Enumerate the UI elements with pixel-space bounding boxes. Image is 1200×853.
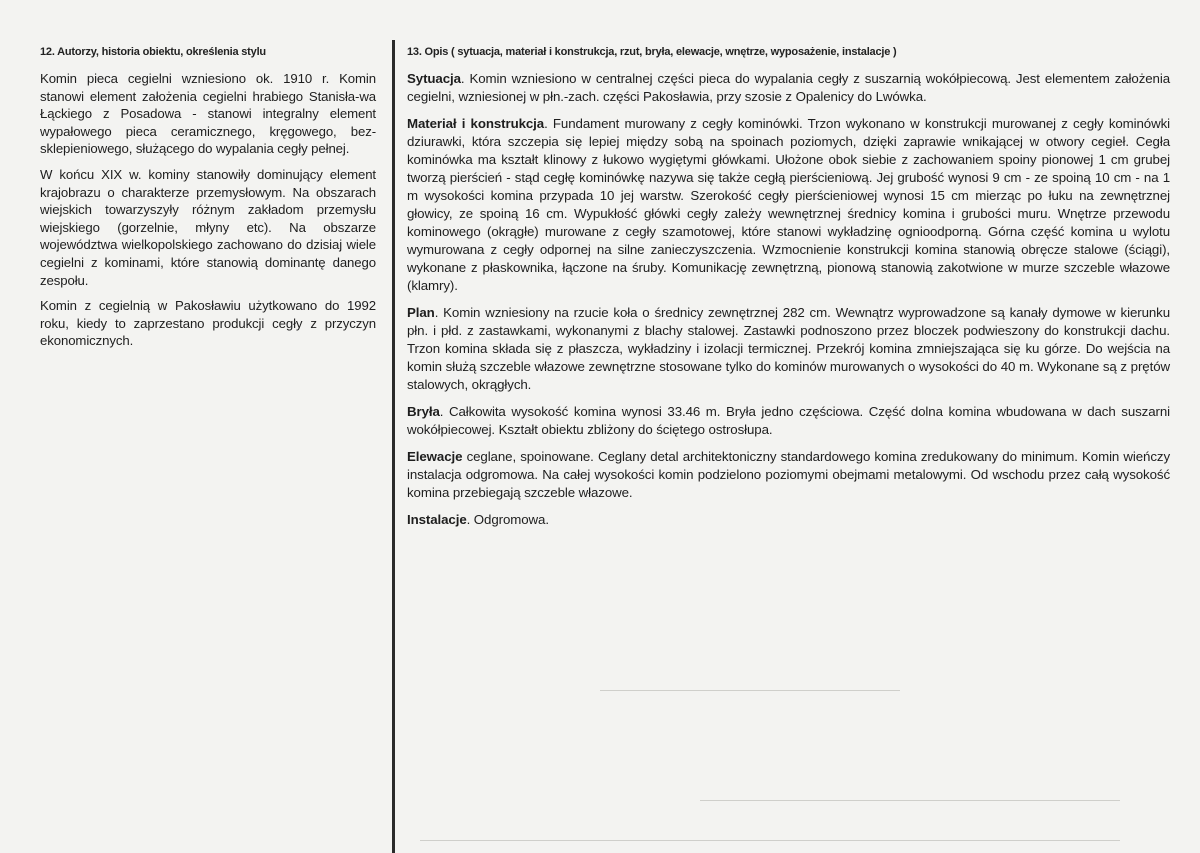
paragraph-text: . Komin wzniesiono w centralnej części pieca do wypalania cegły z suszarnią wokółpiecową. Jest elementem założenia cegielni, wzniesionej w płn.-zach. części Pakosławia, przy szosie z Opalenicy do Lwówka. [407, 71, 1170, 104]
scan-artifact [600, 690, 900, 691]
paragraph-lead: Elewacje [407, 449, 463, 464]
description-elevations [407, 448, 1170, 502]
paragraph-lead: Sytuacja [407, 71, 461, 86]
section-13-description [407, 46, 1170, 538]
section-13-heading: 13. Opis ( sytuacja, materiał i konstrukcja, rzut, bryła, elewacje, wnętrze, wyposażenie, instalacje ) [407, 46, 897, 58]
scan-artifact [420, 840, 1120, 841]
description-massing [407, 403, 1170, 439]
paragraph-text: . Odgromowa. [466, 512, 549, 527]
column-divider [392, 40, 395, 853]
description-installations [407, 511, 1170, 529]
paragraph-lead: Bryła [407, 404, 440, 419]
history-paragraph: Komin pieca cegielni wzniesiono ok. 1910 r. Komin stanowi element założenia cegielni hrabiego Stanisła-wa Łąckiego z Posadowa - stanowi integralny element wypałowego pieca ceramicznego, kręgowego, bez-sklepieniowego, służącego do wypalania cegły pełnej. [40, 71, 376, 157]
history-paragraph: Komin z cegielnią w Pakosławiu użytkowano do 1992 roku, kiedy to zaprzestano produkcji cegły z przyczyn ekonomicznych. [40, 298, 376, 349]
description-material [407, 115, 1170, 295]
paragraph-lead: Instalacje [407, 512, 467, 527]
paragraph-text: . Komin wzniesiony na rzucie koła o średnicy zewnętrznej 282 cm. Wewnątrz wyprowadzone są kanały dymowe w kierunku płn. i płd. z zastawkami, wykonanymi z blachy stalowej. Zastawki podnoszono przez bloczek podwieszony do konstrukcji dachu. Trzon komina składa się z płaszcza, wykładziny i izolacji termicznej. Przekrój komina zmniejszająca się ku górze. Do wejścia na komin służą szczeble włazowe zewnętrzne stosowane tylko do kominów murowanych o wysokości do 40 m. Wykonane są z prętów stalowych, okrągłych. [407, 305, 1170, 392]
description-situation [407, 70, 1170, 106]
paragraph-text: . Fundament murowany z cegły kominówki. Trzon wykonano w konstrukcji murowanej z cegły kominówki dziurawki, która szczepia się lepiej między sobą na spoinach poziomych, dzięki zaprawie wnikającej w otwory cegieł. Cegła kominówka ma kształt klinowy z łukowo wygiętymi główkami. Ułożone obok siebie z zachowaniem spoiny pionowej 1 cm grubej tworzą pierścień - stąd cegłę kominówkę nazywa się także cegłą pierścieniową. Jej grubość wynosi 9 cm - ze spoiną 10 cm - na 1 m wysokości komina przypada 10 jej warstw. Szerokość cegły pierścieniowej wynosi 15 cm mierząc po łuku na zewnętrznej głowicy, ze spoiną 16 cm. Wypukłość główki cegły zależy wewnętrznej średnicy komina i grubości muru. Wnętrze przewodu kominowego (okrągłe) murowane z cegły szamotowej, które stanowi wykładzinę ognioodporną. Górna część komina u wylotu wymurowana z cegły odpornej na silne zanieczyszczenia. Wzmocnienie konstrukcji komina stanowią obręcze stalowe (ściągi), wykonane z płaskownika, łączone na śruby. Komunikację zewnętrzną, pionową stanowią zakotwione w murze szczeble włazowe (klamry). [407, 116, 1170, 293]
description-plan [407, 304, 1170, 394]
paragraph-text: ceglane, spoinowane. Ceglany detal architektoniczny standardowego komina zredukowany do minimum. Komin wieńczy instalacja odgromowa. Na całej wysokości komin podzielono poziomymi obejmami metalowymi. Od wschodu przez całą wysokość komina przebiegają szczeble włazowe. [407, 449, 1170, 500]
section-12-history [40, 46, 376, 358]
paragraph-text: . Całkowita wysokość komina wynosi 33.46 m. Bryła jedno częściowa. Część dolna komina wbudowana w dach suszarni wokółpiecowej. Kształt obiektu zbliżony do ściętego ostrosłupa. [407, 404, 1170, 437]
paragraph-lead: Plan [407, 305, 435, 320]
scan-artifact [700, 800, 1120, 801]
section-12-heading: 12. Autorzy, historia obiektu, określenia stylu [40, 46, 266, 58]
paragraph-lead: Materiał i konstrukcja [407, 116, 545, 131]
history-paragraph: W końcu XIX w. kominy stanowiły dominujący element krajobrazu o charakterze przemysłowym. Na obszarach wiejskich towarzyszyły różnym zakładom przemysłu wiejskiego (gorzelnie, młyny etc). Na obszarze województwa wielkopolskiego zachowano do dzisiaj wiele cegielni z kominami, które stanowią dominantę danego zespołu. [40, 166, 376, 288]
